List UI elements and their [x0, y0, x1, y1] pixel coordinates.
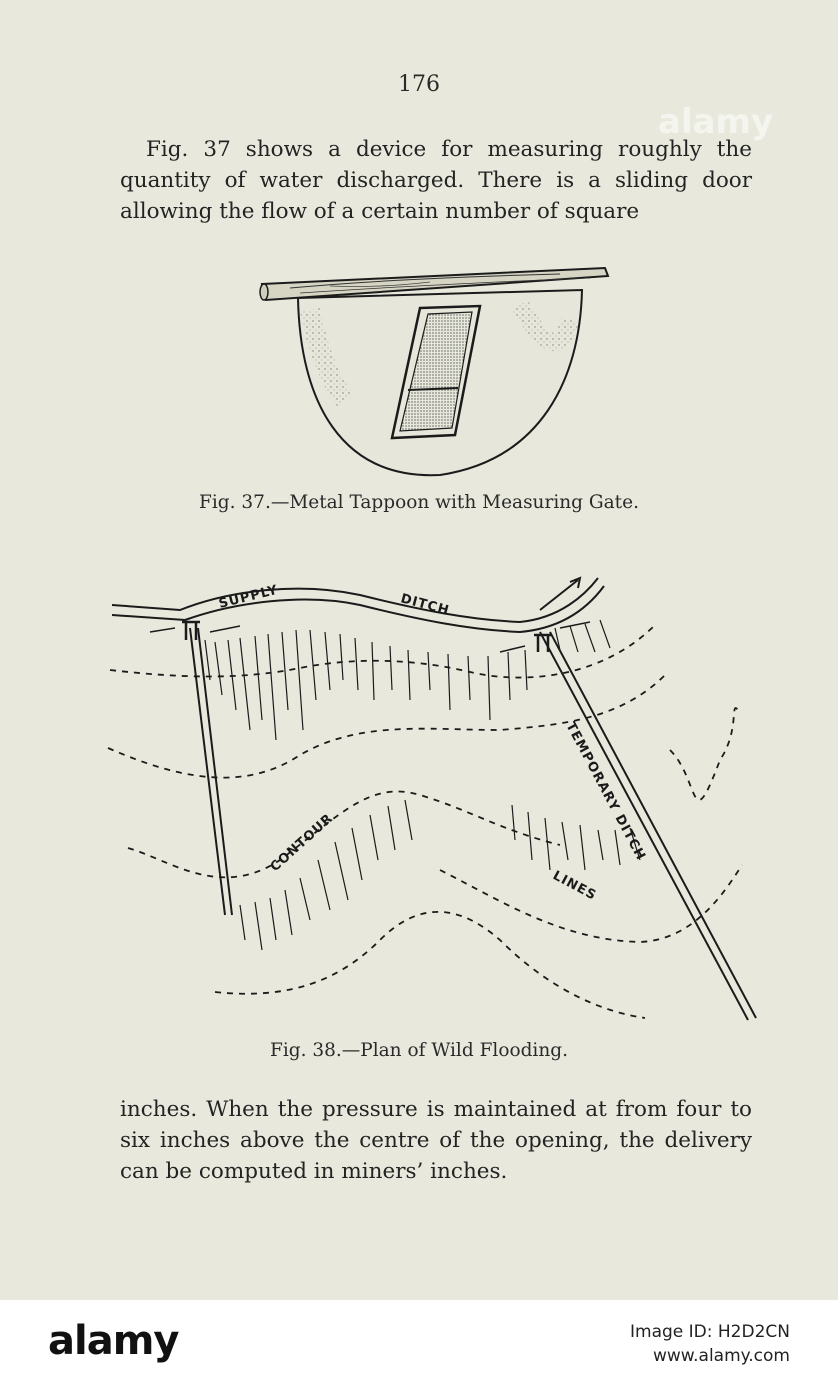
paragraph-top: Fig. 37 shows a device for measuring roughly the quantity of water discharged. There is a sliding door allowing the flow of a certain number of square: [120, 137, 752, 224]
figure-38-caption: Fig. 38.—Plan of Wild Flooding.: [269, 1040, 568, 1061]
paragraph-bottom: inches. When the pressure is maintained at from four to six inches above the centre of the opening, the delivery can be computed in miners’ inches.: [120, 1097, 752, 1184]
label-contour: CONTOUR: [267, 810, 337, 875]
watermark-logo: alamy: [658, 102, 774, 142]
contour-lines: [108, 625, 742, 1018]
page-number: 176: [398, 72, 440, 97]
image-id: Image ID: H2D2CN: [630, 1322, 790, 1342]
figure-38-wild-flooding-plan: [0, 560, 838, 1030]
footer-bar: [0, 1300, 838, 1390]
site-url: www.alamy.com: [652, 1346, 790, 1366]
label-supply: SUPPLY: [217, 582, 280, 612]
label-temporary-ditch: TEMPORARY DITCH: [562, 719, 649, 864]
image-id-block: [630, 1320, 790, 1368]
figure-37-caption: Fig. 37.—Metal Tappoon with Measuring Gate.: [199, 492, 639, 513]
label-ditch: DITCH: [398, 591, 452, 619]
field-ditch-left: [190, 628, 232, 915]
temporary-ditch: [540, 632, 756, 1020]
alamy-logo: alamy: [48, 1318, 179, 1364]
label-lines: LINES: [550, 868, 599, 904]
figure-37-tappoon-illustration: [0, 260, 838, 485]
